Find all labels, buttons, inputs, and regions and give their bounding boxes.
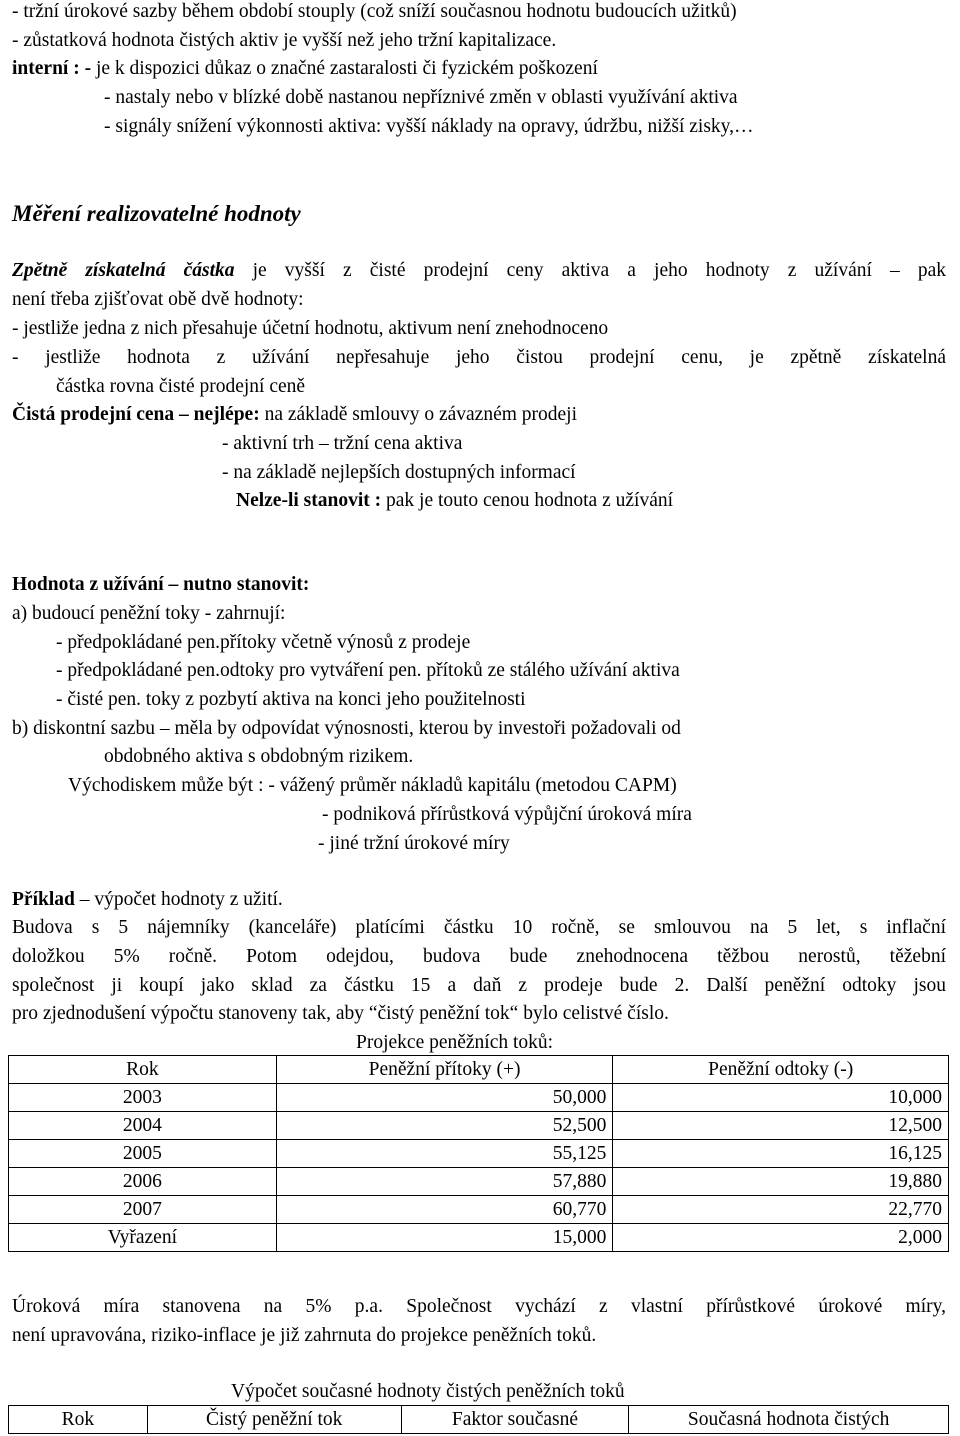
text-line: a) budoucí peněžní toky - zahrnují: — [12, 603, 286, 624]
table-cell: 15,000 — [276, 1224, 613, 1252]
text-line: - aktivní trh – tržní cena aktiva — [222, 433, 463, 454]
text-line: interní : - je k dispozici důkaz o značné zastaralosti či fyzickém poškození — [12, 58, 598, 79]
table-row — [9, 1196, 949, 1224]
table-cell: 57,880 — [276, 1168, 613, 1196]
text-line: - zůstatková hodnota čistých aktiv je vyšší než jeho tržní kapitalizace. — [12, 30, 557, 51]
table-header-row — [9, 1406, 949, 1434]
text-line: - tržní úrokové sazby během období stouply (což sníží současnou hodnotu budoucích užitků) — [12, 1, 737, 22]
table-header-cell: Čistý peněžní tok — [147, 1406, 401, 1434]
section-heading: Hodnota z užívání – nutno stanovit: — [12, 574, 310, 595]
table-header-cell: Současná hodnota čistých — [629, 1406, 949, 1434]
text-line: Čistá prodejní cena – nejlépe: na základě smlouvy o závazném prodeji — [12, 404, 577, 425]
text-line: - podniková přírůstková výpůjční úroková míra — [322, 804, 692, 825]
table-cell: 19,880 — [613, 1168, 949, 1196]
term-example: Příklad — [12, 889, 75, 910]
paragraph-line: pro zjednodušení výpočtu stanoveny tak, aby “čistý peněžní tok“ bylo celistvé číslo. — [12, 1003, 669, 1024]
table-cell: 55,125 — [276, 1140, 613, 1168]
table-cell: 22,770 — [613, 1196, 949, 1224]
table-header-row — [9, 1056, 949, 1084]
table-cell: 2006 — [9, 1168, 277, 1196]
text-line: Východiskem může být : - vážený průměr nákladů kapitálu (metodou CAPM) — [68, 775, 677, 796]
table-cell: 12,500 — [613, 1112, 949, 1140]
paragraph-line: společnost ji koupí jako sklad za částku 15 a daň z prodeje bude 2. Další peněžní odtoky jsou — [12, 975, 946, 996]
table-header-cell: Faktor současné — [401, 1406, 629, 1434]
table-cell: 50,000 — [276, 1084, 613, 1112]
text-line: - signály snížení výkonnosti aktiva: vyšší náklady na opravy, údržbu, nižší zisky,… — [104, 116, 754, 137]
term-net-selling-price: Čistá prodejní cena – nejlépe: — [12, 404, 260, 425]
table-header-cell: Rok — [9, 1406, 148, 1434]
table-row — [9, 1224, 949, 1252]
table-cell: 16,125 — [613, 1140, 949, 1168]
table-row — [9, 1112, 949, 1140]
pv-table — [8, 1405, 949, 1434]
table-header-cell: Peněžní odtoky (-) — [613, 1056, 949, 1084]
table-header-cell: Rok — [9, 1056, 277, 1084]
table-title: Projekce peněžních toků: — [356, 1032, 554, 1053]
bullet-item: - jestliže hodnota z užívání nepřesahuje jeho čistou prodejní cenu, je zpětně získatelná — [12, 347, 946, 368]
table-cell: 2007 — [9, 1196, 277, 1224]
table-cell: 2,000 — [613, 1224, 949, 1252]
cashflow-table — [8, 1055, 949, 1252]
bullet-item: - jestliže jedna z nich přesahuje účetní hodnotu, aktivum není znehodnoceno — [12, 318, 609, 339]
paragraph-line: doložkou 5% ročně. Potom odejdou, budova bude znehodnocena těžbou nerostů, těžební — [12, 946, 946, 967]
table-header-cell: Peněžní přítoky (+) — [276, 1056, 613, 1084]
text-line: b) diskontní sazbu – měla by odpovídat výnosnosti, kterou by investoři požadovali od — [12, 718, 681, 739]
text-line: obdobného aktiva s obdobným rizikem. — [104, 746, 414, 767]
table-cell: 2003 — [9, 1084, 277, 1112]
table-cell: 10,000 — [613, 1084, 949, 1112]
example-heading: Příklad – výpočet hodnoty z užití. — [12, 889, 283, 910]
text-line: Nelze-li stanovit : pak je touto cenou hodnota z užívání — [236, 490, 674, 511]
paragraph-line: není třeba zjišťovat obě dvě hodnoty: — [12, 289, 304, 310]
term-recoverable-amount: Zpětně získatelná částka — [12, 260, 235, 281]
text-line: - na základě nejlepších dostupných informací — [222, 462, 576, 483]
text-line: - jiné tržní úrokové míry — [318, 833, 510, 854]
label-internal: interní : - — [12, 58, 92, 79]
paragraph-line: není upravována, riziko-inflace je již zahrnuta do projekce peněžních toků. — [12, 1325, 597, 1346]
table-cell: 2005 — [9, 1140, 277, 1168]
list-item: - předpokládané pen.přítoky včetně výnosů z prodeje — [56, 632, 471, 653]
table-row — [9, 1140, 949, 1168]
table-row — [9, 1168, 949, 1196]
table-cell: 60,770 — [276, 1196, 613, 1224]
section-heading: Měření realizovatelné hodnoty — [12, 201, 301, 226]
paragraph-line: Úroková míra stanovena na 5% p.a. Společnost vychází z vlastní přírůstkové úrokové míry, — [12, 1296, 946, 1317]
paragraph-line: Budova s 5 nájemníky (kanceláře) platícími částku 10 ročně, se smlouvou na 5 let, s inflační — [12, 917, 946, 938]
paragraph-line: Zpětně získatelná částka je vyšší z čisté prodejní ceny aktiva a jeho hodnoty z užívání – pak — [12, 260, 946, 281]
table-cell: 2004 — [9, 1112, 277, 1140]
bullet-continuation: částka rovna čisté prodejní ceně — [56, 376, 306, 397]
table-title: Výpočet současné hodnoty čistých peněžních toků — [231, 1381, 625, 1402]
table-cell: Vyřazení — [9, 1224, 277, 1252]
text-line: - nastaly nebo v blízké době nastanou nepříznivé změn v oblasti využívání aktiva — [104, 87, 738, 108]
table-row — [9, 1084, 949, 1112]
term-cannot-determine: Nelze-li stanovit : — [236, 490, 382, 511]
table-cell: 52,500 — [276, 1112, 613, 1140]
list-item: - čisté pen. toky z pozbytí aktiva na konci jeho použitelnosti — [56, 689, 526, 710]
list-item: - předpokládané pen.odtoky pro vytváření pen. přítoků ze stálého užívání aktiva — [56, 660, 680, 681]
